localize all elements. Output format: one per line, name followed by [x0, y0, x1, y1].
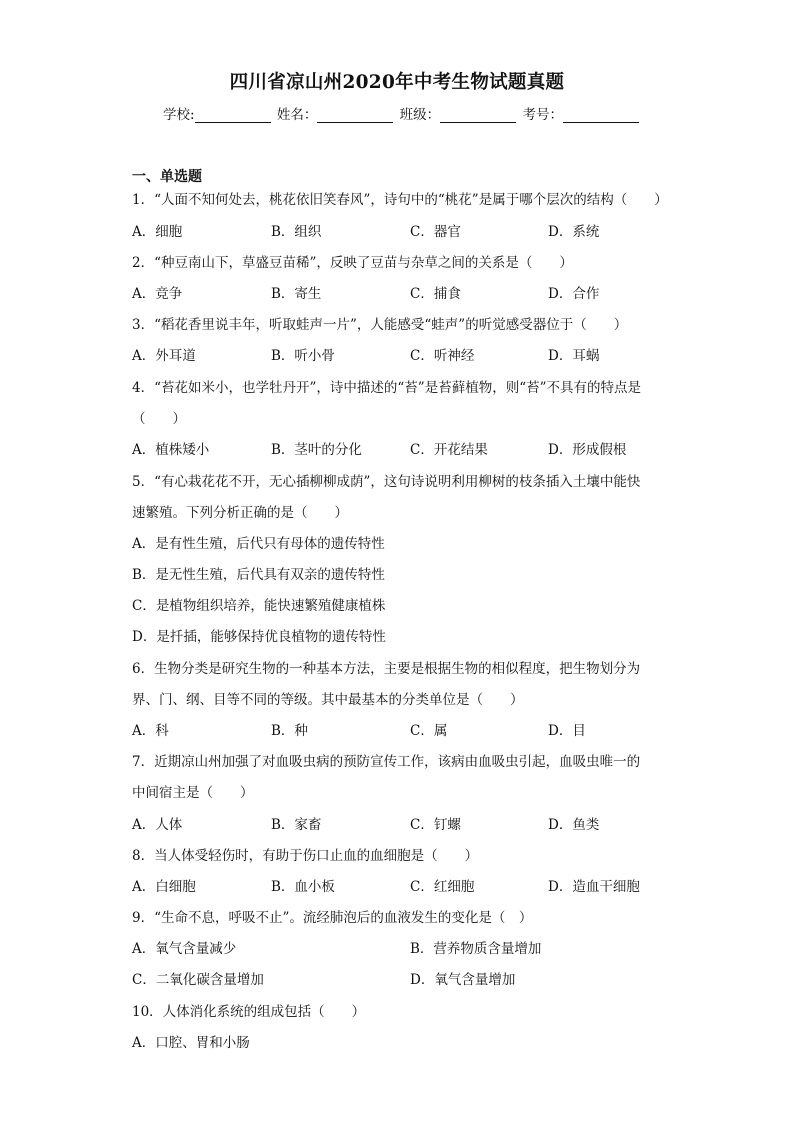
question-10-stem: 10．人体消化系统的组成包括（ ）	[132, 1004, 366, 1020]
q9-option-d: D．氧气含量增加	[410, 972, 516, 988]
question-3-options	[132, 346, 672, 366]
q8-option-a: A．白细胞	[132, 879, 196, 895]
question-2-stem: 2．“种豆南山下，草盛豆苗稀”，反映了豆苗与杂草之间的关系是（ ）	[132, 255, 573, 271]
q8-option-b: B．血小板	[271, 879, 335, 895]
exam-number-blank[interactable]	[563, 110, 639, 123]
question-4-stem-line1: 4．“苔花如米小，也学牡丹开”，诗中描述的“苔”是苔藓植物，则“苔”不具有的特点是	[132, 380, 641, 396]
question-9-options-row2	[132, 970, 672, 990]
q6-option-c: C．属	[410, 723, 448, 739]
q1-option-d: D．系统	[548, 224, 600, 240]
page-title: 四川省凉山州2020年中考生物试题真题	[229, 72, 565, 93]
question-4-options	[132, 440, 672, 460]
q9-option-b: B．营养物质含量增加	[410, 941, 542, 957]
question-9-stem: 9．“生命不息，呼吸不止”。流经肺泡后的血液发生的变化是（ ）	[132, 910, 533, 926]
school-label: 学校:	[163, 107, 195, 123]
q6-option-b: B．种	[271, 723, 308, 739]
q2-option-d: D．合作	[548, 286, 600, 302]
q4-option-c: C．开花结果	[410, 442, 488, 458]
q3-option-c: C．听神经	[410, 348, 475, 364]
q2-option-c: C．捕食	[410, 286, 461, 302]
q4-option-d: D．形成假根	[548, 442, 627, 458]
question-8-stem: 8．当人体受轻伤时，有助于伤口止血的血细胞是（ ）	[132, 848, 479, 864]
q4-option-a: A．植株矮小	[132, 442, 210, 458]
question-7-stem-line2: 中间宿主是（ ）	[132, 785, 254, 801]
q5-option-d: D．是扦插，能够保持优良植物的遗传特性	[132, 629, 386, 645]
q5-option-a: A．是有性生殖，后代只有母体的遗传特性	[132, 536, 385, 552]
name-label: 姓名：	[276, 107, 318, 123]
q6-option-a: A．科	[132, 723, 169, 739]
question-5-stem-line2: 速繁殖。下列分析正确的是（ ）	[132, 505, 348, 521]
q10-option-a: A．口腔、胃和小肠	[132, 1035, 250, 1051]
question-5-stem-line1: 5．“有心栽花花不开，无心插柳柳成荫”，这句诗说明利用柳树的枝条插入土壤中能快	[132, 474, 641, 490]
q2-option-b: B．寄生	[271, 286, 322, 302]
q3-option-a: A．外耳道	[132, 348, 196, 364]
student-info-line	[163, 103, 641, 123]
question-7-stem-line1: 7．近期凉山州加强了对血吸虫病的预防宣传工作，该病由血吸虫引起，血吸虫唯一的	[132, 754, 641, 770]
question-2-options	[132, 284, 672, 304]
question-6-stem-line2: 界、门、纲、目等不同的等级。其中最基本的分类单位是（ ）	[132, 692, 524, 708]
q7-option-c: C．钉螺	[410, 817, 461, 833]
question-9-options-row1	[132, 939, 672, 959]
q7-option-a: A．人体	[132, 817, 183, 833]
question-1-options	[132, 222, 672, 242]
class-label: 班级：	[399, 107, 441, 123]
question-4-stem-line2: （ ）	[132, 411, 186, 427]
school-blank[interactable]	[195, 110, 271, 123]
question-8-options	[132, 877, 672, 897]
question-6-stem-line1: 6．生物分类是研究生物的一种基本方法，主要是根据生物的相似程度，把生物划分为	[132, 661, 641, 677]
question-3-stem: 3．“稻花香里说丰年，听取蛙声一片”，人能感受“蛙声”的听觉感受器位于（ ）	[132, 317, 628, 333]
q8-option-d: D．造血干细胞	[548, 879, 640, 895]
q5-option-c: C．是植物组织培养，能快速繁殖健康植株	[132, 598, 386, 614]
q4-option-b: B．茎叶的分化	[271, 442, 362, 458]
class-blank[interactable]	[440, 110, 516, 123]
question-1-stem: 1．“人面不知何处去，桃花依旧笑春风”，诗句中的“桃花”是属于哪个层次的结构（ ）	[132, 192, 668, 208]
exam-number-label: 考号：	[522, 107, 563, 123]
name-blank[interactable]	[317, 110, 393, 123]
q7-option-d: D．鱼类	[548, 817, 600, 833]
q9-option-c: C．二氧化碳含量增加	[132, 972, 264, 988]
section-heading: 一、单选题	[132, 169, 202, 185]
q8-option-c: C．红细胞	[410, 879, 475, 895]
question-7-options	[132, 815, 672, 835]
q1-option-a: A．细胞	[132, 224, 183, 240]
q2-option-a: A．竞争	[132, 286, 183, 302]
q3-option-d: D．耳蜗	[548, 348, 600, 364]
q6-option-d: D．目	[548, 723, 586, 739]
q9-option-a: A．氧气含量减少	[132, 941, 237, 957]
q5-option-b: B．是无性生殖，后代具有双亲的遗传特性	[132, 567, 385, 583]
question-6-options	[132, 721, 672, 741]
q1-option-c: C．器官	[410, 224, 461, 240]
q3-option-b: B．听小骨	[271, 348, 335, 364]
q1-option-b: B．组织	[271, 224, 322, 240]
q7-option-b: B．家畜	[271, 817, 322, 833]
